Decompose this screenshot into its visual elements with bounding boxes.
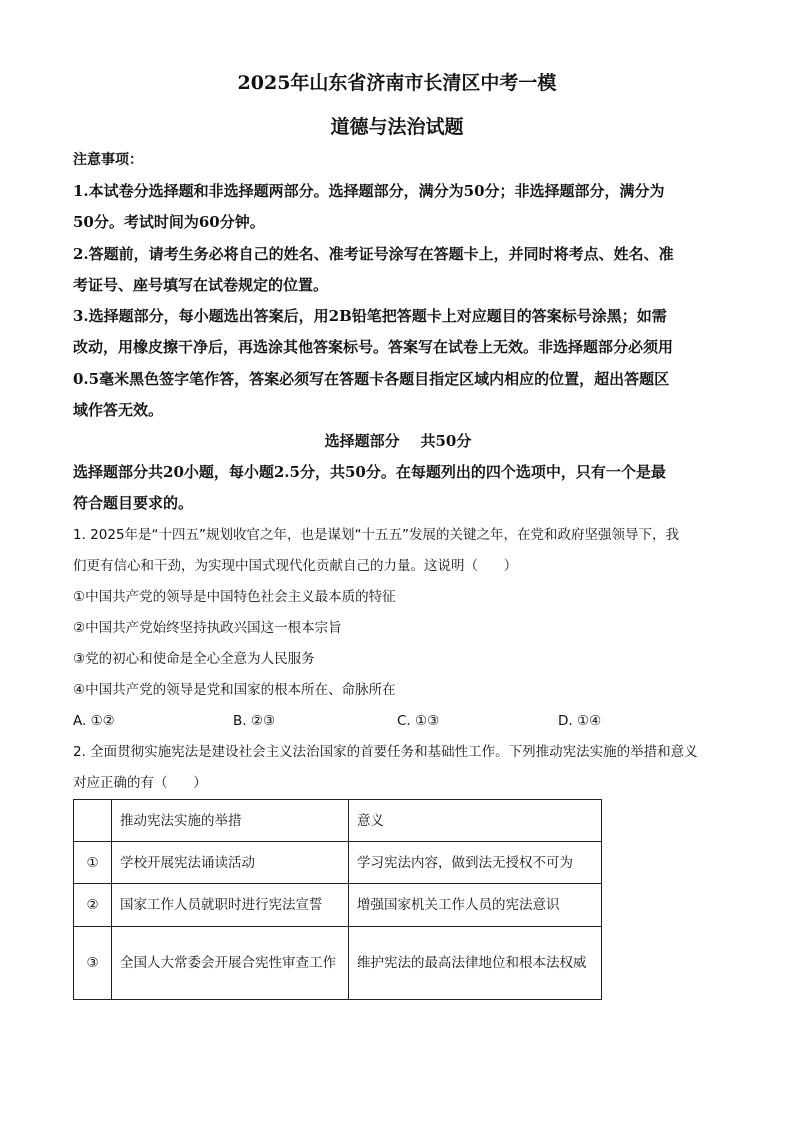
table-cell-num: ③	[74, 927, 112, 1000]
section-title: 选择题部分 共50分	[324, 432, 472, 450]
notice-line: 域作答无效。	[73, 401, 164, 419]
notice-heading: 注意事项：	[73, 152, 143, 168]
table-cell-meaning: 学习宪法内容，做到法无授权不可为	[349, 842, 602, 884]
table-row	[74, 842, 602, 884]
q2-stem: 2. 全面贯彻实施宪法是建设社会主义法治国家的首要任务和基础性工作。下列推动宪法实施的举措和意义	[73, 744, 698, 760]
table-header-cell	[74, 800, 112, 842]
table-cell-measure: 学校开展宪法诵读活动	[112, 842, 349, 884]
q1-statement: ①中国共产党的领导是中国特色社会主义最本质的特征	[73, 589, 396, 605]
q1-statement: ④中国共产党的领导是党和国家的根本所在、命脉所在	[73, 682, 396, 698]
notice-line: 改动，用橡皮擦干净后，再选涂其他答案标号。答案写在试卷上无效。非选择题部分必须用	[73, 338, 674, 356]
section-instruction: 选择题部分共20小题，每小题2.5分，共50分。在每题列出的四个选项中，只有一个是最	[73, 463, 666, 481]
table-cell-num: ②	[74, 884, 112, 927]
table-cell-measure: 国家工作人员就职时进行宪法宣誓	[112, 884, 349, 927]
table-header-cell: 意义	[349, 800, 602, 842]
q1-stem: 们更有信心和干劲，为实现中国式现代化贡献自己的力量。这说明（ ）	[73, 558, 518, 574]
table-header-cell: 推动宪法实施的举措	[112, 800, 349, 842]
q1-option-b[interactable]: B. ②③	[233, 713, 276, 729]
q1-statement: ②中国共产党始终坚持执政兴国这一根本宗旨	[73, 620, 342, 636]
table-row	[74, 884, 602, 927]
notice-line: 考证号、座号填写在试卷规定的位置。	[73, 276, 329, 294]
section-instruction: 符合题目要求的。	[73, 494, 194, 512]
notice-line: 50分。考试时间为60分钟。	[73, 213, 265, 231]
table-cell-measure: 全国人大常委会开展合宪性审查工作	[112, 927, 349, 1000]
q1-option-c[interactable]: C. ①③	[397, 713, 440, 729]
notice-line: 0.5毫米黑色签字笔作答，答案必须写在答题卡各题目指定区域内相应的位置，超出答题区	[73, 370, 670, 388]
exam-subject: 道德与法治试题	[330, 116, 464, 138]
q1-statement: ③党的初心和使命是全心全意为人民服务	[73, 651, 315, 667]
table-row	[74, 927, 602, 1000]
table-cell-meaning: 维护宪法的最高法律地位和根本法权威	[349, 927, 602, 1000]
notice-line: 2.答题前，请考生务必将自己的姓名、准考证号涂写在答题卡上，并同时将考点、姓名、准	[73, 245, 674, 263]
q1-option-d[interactable]: D. ①④	[558, 713, 602, 729]
table-cell-meaning: 增强国家机关工作人员的宪法意识	[349, 884, 602, 927]
notice-line: 3.选择题部分，每小题选出答案后，用2B铅笔把答题卡上对应题目的答案标号涂黑；如需	[73, 307, 667, 325]
table-header-row	[74, 800, 602, 842]
q2-stem: 对应正确的有（ ）	[73, 775, 207, 791]
table-cell-num: ①	[74, 842, 112, 884]
q1-option-a[interactable]: A. ①②	[73, 713, 115, 729]
notice-line: 1.本试卷分选择题和非选择题两部分。选择题部分，满分为50分；非选择题部分，满分为	[73, 182, 665, 200]
q2-table	[73, 799, 602, 1000]
q1-stem: 1. 2025年是“十四五”规划收官之年，也是谋划“十五五”发展的关键之年，在党和政府坚强领导下，我	[73, 527, 680, 543]
exam-title: 2025年山东省济南市长清区中考一模	[237, 72, 557, 94]
